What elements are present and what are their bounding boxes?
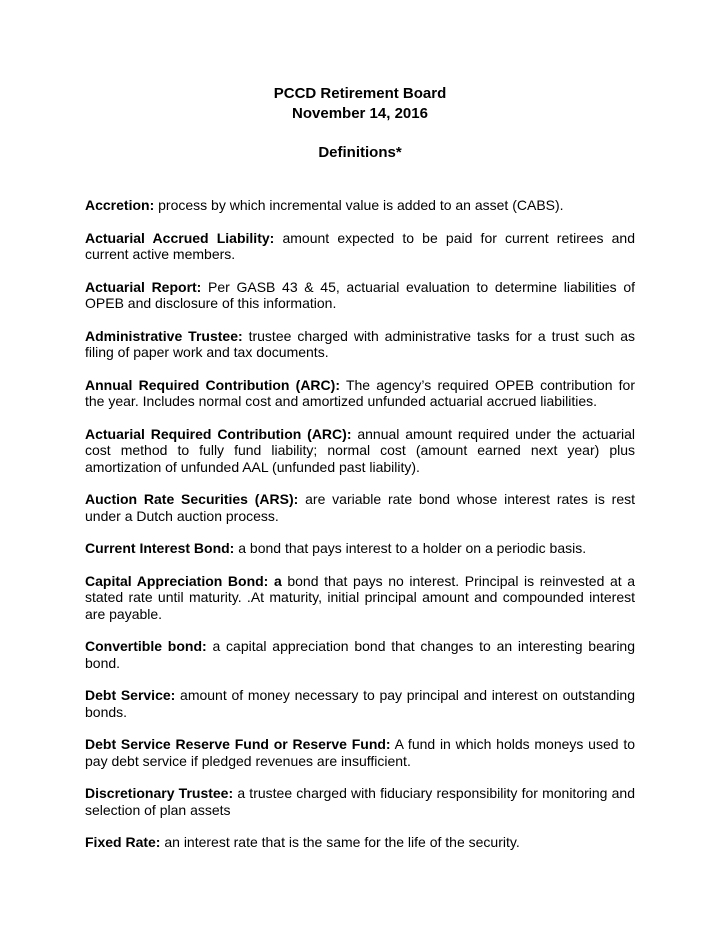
definition-text: amount of money necessary to pay principal and interest on outstanding bonds. (85, 687, 636, 720)
definitions-heading: Definitions* (318, 144, 402, 161)
definition-term: Actuarial Accrued Liability: (85, 229, 275, 246)
definition-entry (85, 736, 635, 769)
definition-text: a trustee charged with fiduciary responsibility for monitoring and selection of plan assets (85, 785, 635, 818)
definition-term: Administrative Trustee: (85, 327, 243, 344)
definition-term: Capital Appreciation Bond: a (85, 572, 282, 589)
definition-text: amount expected to be paid for current retirees and current active members. (85, 229, 636, 262)
definition-entry (85, 638, 635, 671)
definition-term: Current Interest Bond: (85, 540, 235, 556)
definition-term: Debt Service Reserve Fund or Reserve Fund: (85, 736, 391, 752)
definition-text: a capital appreciation bond that changes to an interesting bearing bond. (85, 638, 636, 671)
meeting-date: November 14, 2016 (292, 105, 428, 122)
definition-term: Accretion: (85, 197, 155, 213)
definition-term: Fixed Rate: (85, 834, 161, 850)
definition-entry (85, 687, 635, 720)
definition-entry (85, 230, 635, 263)
definition-term: Convertible bond: (85, 638, 207, 654)
definition-text: trustee charged with administrative tasks for a trust such as filing of paper work and tax documents. (85, 327, 636, 360)
document-header (85, 84, 635, 163)
board-title: PCCD Retirement Board (273, 85, 447, 102)
definition-text: a bond that pays interest to a holder on a periodic basis. (238, 540, 587, 556)
definition-term: Actuarial Report: (85, 278, 202, 295)
definition-entry (85, 785, 635, 818)
definition-text: process by which incremental value is added to an asset (CABS). (158, 197, 564, 213)
definition-entry (85, 377, 635, 410)
definition-term: Discretionary Trustee: (85, 785, 234, 801)
definition-entry (85, 197, 635, 214)
definition-text: annual amount required under the actuarial cost method to fully fund liability; normal cost (amount earned next year) plus amortization of unfunded AAL (unfunded past liability). (85, 425, 635, 475)
definition-text: an interest rate that is the same for the life of the security. (164, 834, 520, 850)
definition-text: A fund in which holds moneys used to pay debt service if pledged revenues are insufficient. (85, 736, 635, 769)
definition-entry (85, 328, 635, 361)
definition-entry (85, 573, 635, 623)
definition-term: Debt Service: (85, 687, 176, 703)
definition-text: Per GASB 43 & 45, actuarial evaluation to determine liabilities of OPEB and disclosure of this information. (85, 278, 636, 311)
definition-text: The agency’s required OPEB contribution for the year. Includes normal cost and amortized unfunded actuarial accrued liabilities. (85, 376, 636, 409)
definitions-list (85, 197, 635, 851)
definition-text: are variable rate bond whose interest rates is rest under a Dutch auction process. (85, 491, 635, 524)
definition-text: bond that pays no interest. Principal is reinvested at a stated rate until maturity. .At maturity, initial principal amount and compounded interest are payable. (85, 572, 636, 622)
definition-term: Actuarial Required Contribution (ARC): (85, 425, 352, 442)
definition-term: Annual Required Contribution (ARC): (85, 376, 340, 393)
definition-entry (85, 540, 635, 557)
definition-entry (85, 834, 635, 851)
definition-entry (85, 426, 635, 476)
definition-term: Auction Rate Securities (ARS): (85, 491, 299, 507)
definition-entry (85, 491, 635, 524)
definition-entry (85, 279, 635, 312)
